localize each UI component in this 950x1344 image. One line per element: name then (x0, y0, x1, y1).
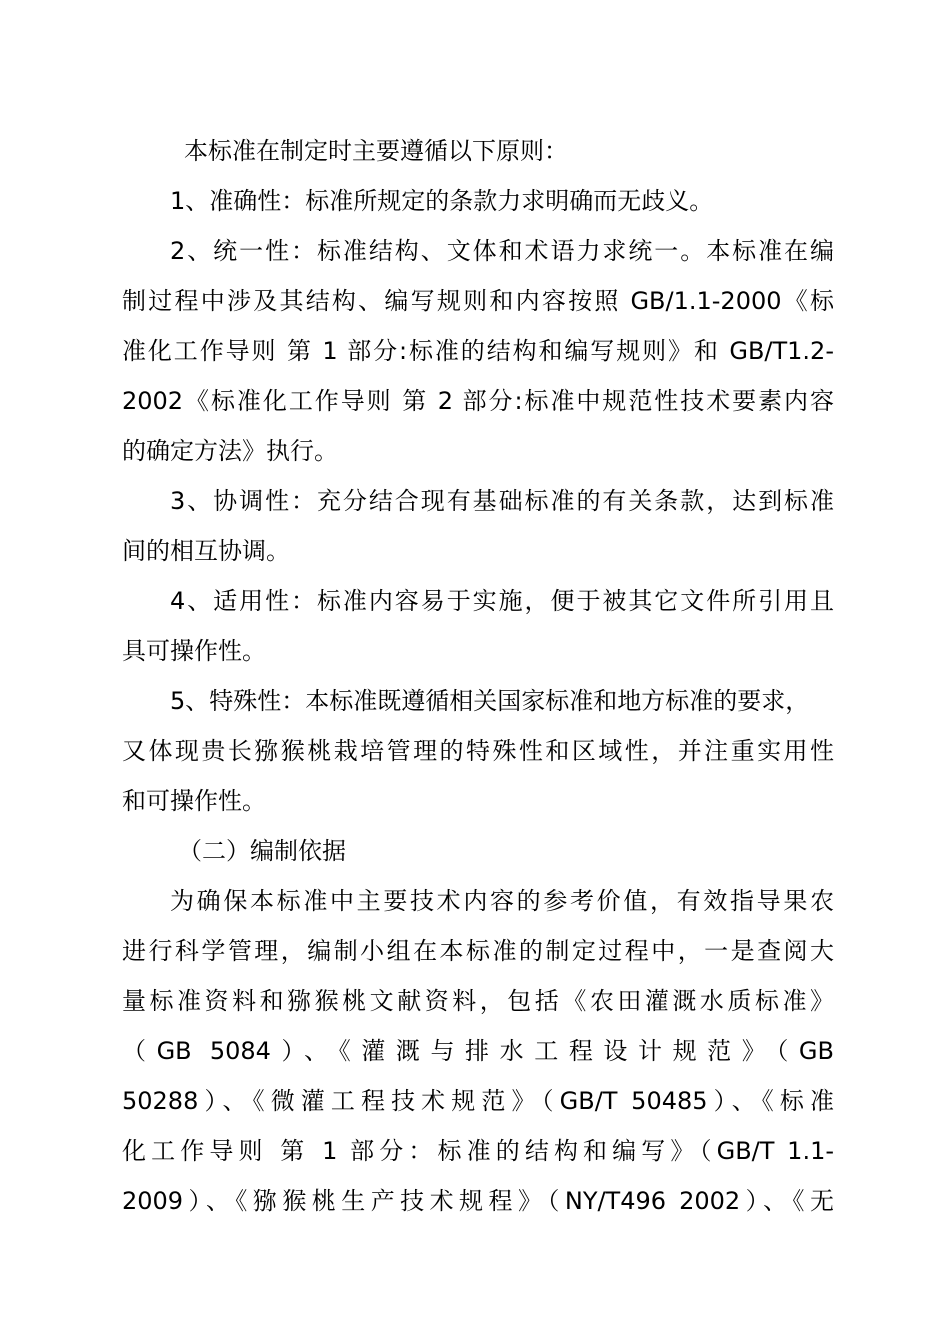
principle-specificity-line-1: 5、特殊性：本标准既遵循相关国家标准和地方标准的要求， (170, 687, 810, 715)
principle-uniformity-line-2: 制过程中涉及其结构、编写规则和内容按照 GB/1.1-2000《标 (122, 287, 834, 315)
principle-coordination-line-2: 间的相互协调。 (122, 537, 290, 565)
principle-applicability-line-2: 具可操作性。 (122, 637, 266, 665)
basis-paragraph-line-7: 2009）、《猕猴桃生产技术规程》（NY/T496 2002）、《无 (122, 1187, 834, 1215)
basis-paragraph-line-6: 化工作导则 第 1 部分：标准的结构和编写》（GB/T 1.1- (122, 1137, 834, 1165)
principle-uniformity-line-4: 2002《标准化工作导则 第 2 部分:标准中规范性技术要素内容 (122, 387, 834, 415)
basis-paragraph-line-3: 量标准资料和猕猴桃文献资料，包括《农田灌溉水质标准》 (122, 987, 834, 1015)
section-heading-basis: （二）编制依据 (178, 837, 346, 865)
basis-paragraph-line-4: （GB 5084）、《灌溉与排水工程设计规范》（GB (122, 1037, 834, 1065)
principle-coordination-line-1: 3、协调性：充分结合现有基础标准的有关条款，达到标准 (170, 487, 834, 515)
basis-paragraph-line-1: 为确保本标准中主要技术内容的参考价值，有效指导果农 (170, 887, 834, 915)
principle-uniformity-line-5: 的确定方法》执行。 (122, 437, 338, 465)
principle-uniformity-line-3: 准化工作导则 第 1 部分:标准的结构和编写规则》和 GB/T1.2- (122, 337, 834, 365)
basis-paragraph-line-5: 50288）、《微灌工程技术规范》（GB/T 50485）、《标准 (122, 1087, 834, 1115)
principle-accuracy: 1、准确性：标准所规定的条款力求明确而无歧义。 (170, 187, 714, 215)
basis-paragraph-line-2: 进行科学管理，编制小组在本标准的制定过程中，一是查阅大 (122, 937, 834, 965)
principle-applicability-line-1: 4、适用性：标准内容易于实施，便于被其它文件所引用且 (170, 587, 834, 615)
principle-specificity-line-3: 和可操作性。 (122, 787, 266, 815)
principle-uniformity-line-1: 2、统一性：标准结构、文体和术语力求统一。本标准在编 (170, 237, 834, 265)
principle-specificity-line-2: 又体现贵长猕猴桃栽培管理的特殊性和区域性，并注重实用性 (122, 737, 834, 765)
principles-intro: 本标准在制定时主要遵循以下原则： (184, 137, 568, 165)
document-page (122, 126, 834, 1226)
